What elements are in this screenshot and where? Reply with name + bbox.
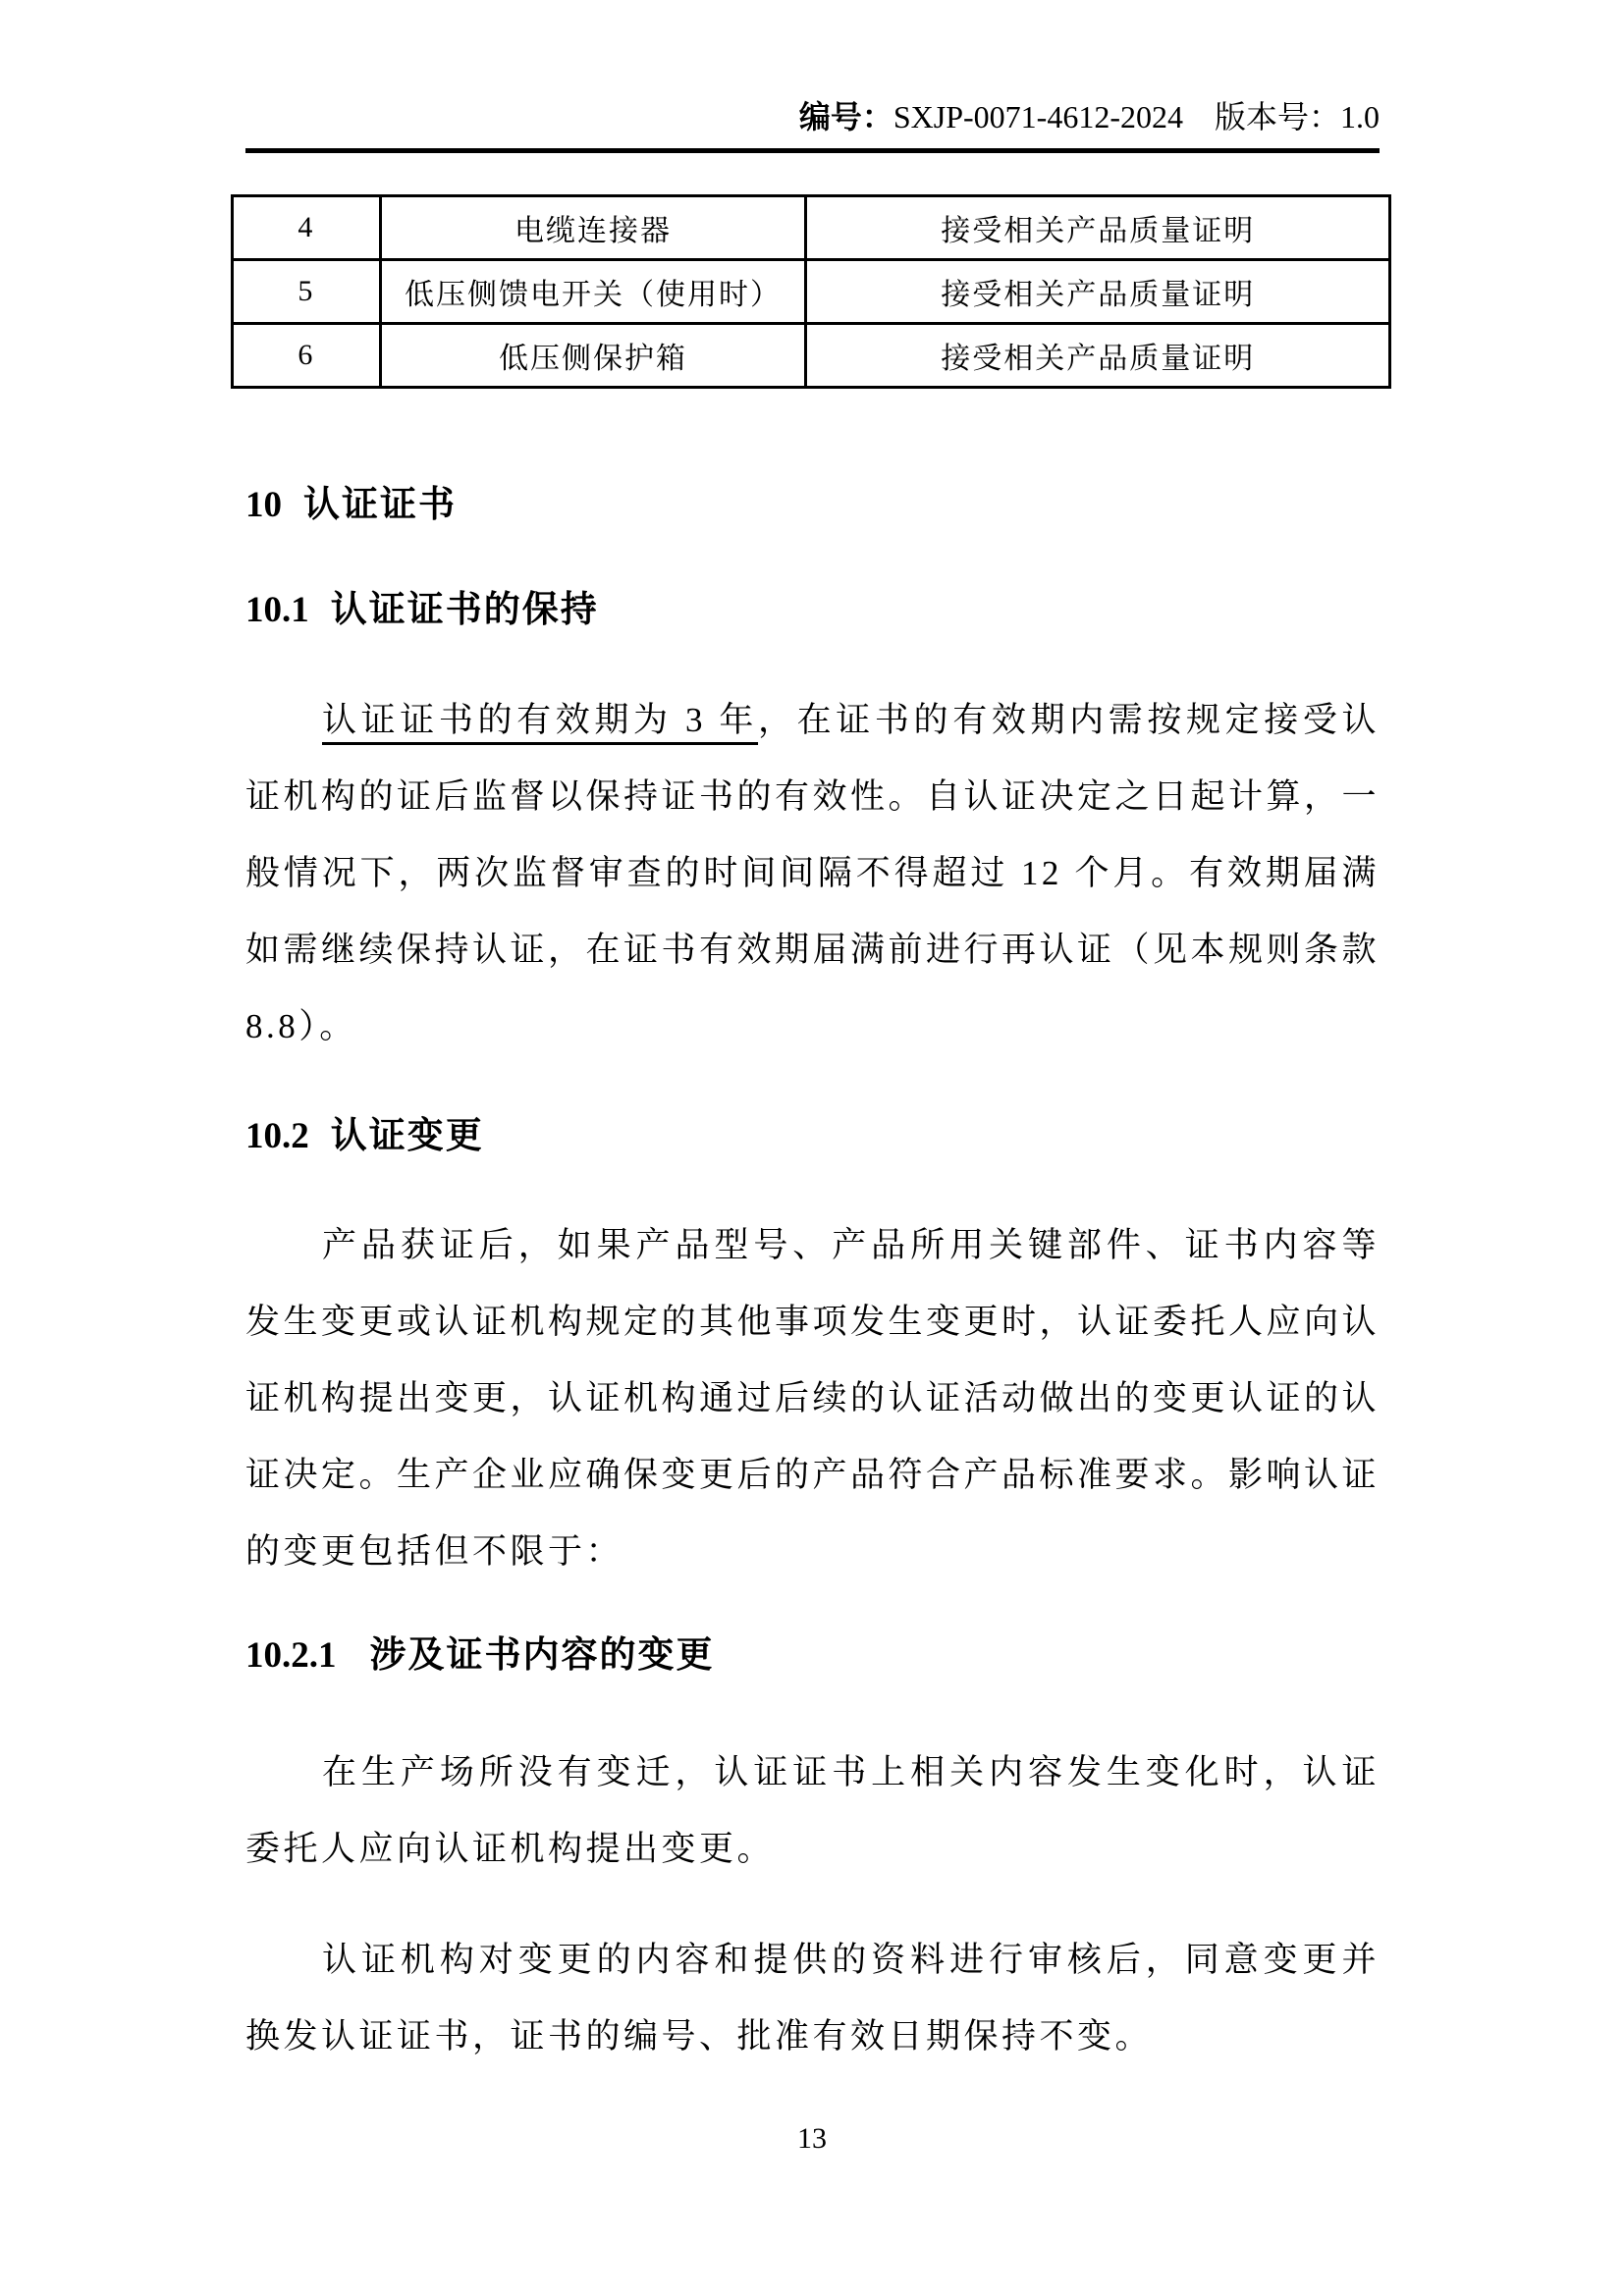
cell-part-name: 低压侧保护箱	[380, 324, 806, 388]
paragraph-text: 在生产场所没有变迁，认证证书上相关内容发生变化时，认证委托人应向认证机构提出变更。	[245, 1753, 1380, 1868]
paragraph-10-2-1-b	[245, 1922, 1380, 2075]
section-heading-10-2	[245, 1111, 1380, 1162]
section-heading-10	[245, 480, 1380, 531]
paragraph-text: ，在证书的有效期内需按规定接受认证机构的证后监督以保持证书的有效性。自认证决定之日起计算，一般情况下，两次监督审查的时间间隔不得超过 12 个月。有效期届满如需继续保持认证，在证书有效期届满前进行再认证（见本规则条款 8.8）。	[245, 701, 1380, 1045]
section-heading-10-2-1	[245, 1630, 1380, 1682]
paragraph-text: 产品获证后，如果产品型号、产品所用关键部件、证书内容等发生变更或认证机构规定的其他事项发生变更时，认证委托人应向认证机构提出变更，认证机构通过后续的认证活动做出的变更认证的认证决定。生产企业应确保变更后的产品符合产品标准要求。影响认证的变更包括但不限于：	[245, 1226, 1380, 1571]
page-footer	[0, 2118, 1624, 2160]
section-heading-10-1	[245, 585, 1380, 636]
version-label: 版本号：	[1214, 99, 1340, 134]
underlined-validity-text: 认证证书的有效期为 3 年	[322, 701, 759, 739]
cell-row-no: 4	[233, 196, 381, 260]
cell-requirement: 接受相关产品质量证明	[806, 260, 1390, 324]
table-row	[233, 260, 1390, 324]
page-number: 13	[797, 2122, 827, 2155]
section-number: 10.2.1	[245, 1635, 337, 1676]
section-title: 认证证书的保持	[330, 590, 599, 630]
paragraph-10-1	[245, 682, 1380, 1065]
cell-part-name: 低压侧馈电开关（使用时）	[380, 260, 806, 324]
doc-number-label: 编号：	[798, 99, 893, 134]
section-title: 认证证书	[303, 485, 457, 525]
cell-row-no: 6	[233, 324, 381, 388]
doc-number-value: SXJP-0071-4612-2024	[893, 99, 1183, 134]
section-number: 10.2	[245, 1116, 309, 1156]
section-number: 10.1	[245, 590, 309, 630]
cell-requirement: 接受相关产品质量证明	[806, 324, 1390, 388]
paragraph-10-2-1-a	[245, 1735, 1380, 1888]
cell-part-name: 电缆连接器	[380, 196, 806, 260]
paragraph-text: 认证机构对变更的内容和提供的资料进行审核后，同意变更并换发认证证书，证书的编号、批准有效日期保持不变。	[245, 1941, 1380, 2056]
section-number: 10	[245, 485, 282, 525]
version-value: 1.0	[1340, 99, 1380, 134]
section-title: 认证变更	[330, 1116, 484, 1156]
key-parts-table	[231, 194, 1391, 389]
cell-requirement: 接受相关产品质量证明	[806, 196, 1390, 260]
section-title: 涉及证书内容的变更	[369, 1635, 715, 1676]
table-row	[233, 196, 1390, 260]
document-header	[245, 0, 1380, 153]
table-row	[233, 324, 1390, 388]
cell-row-no: 5	[233, 260, 381, 324]
paragraph-10-2	[245, 1207, 1380, 1590]
